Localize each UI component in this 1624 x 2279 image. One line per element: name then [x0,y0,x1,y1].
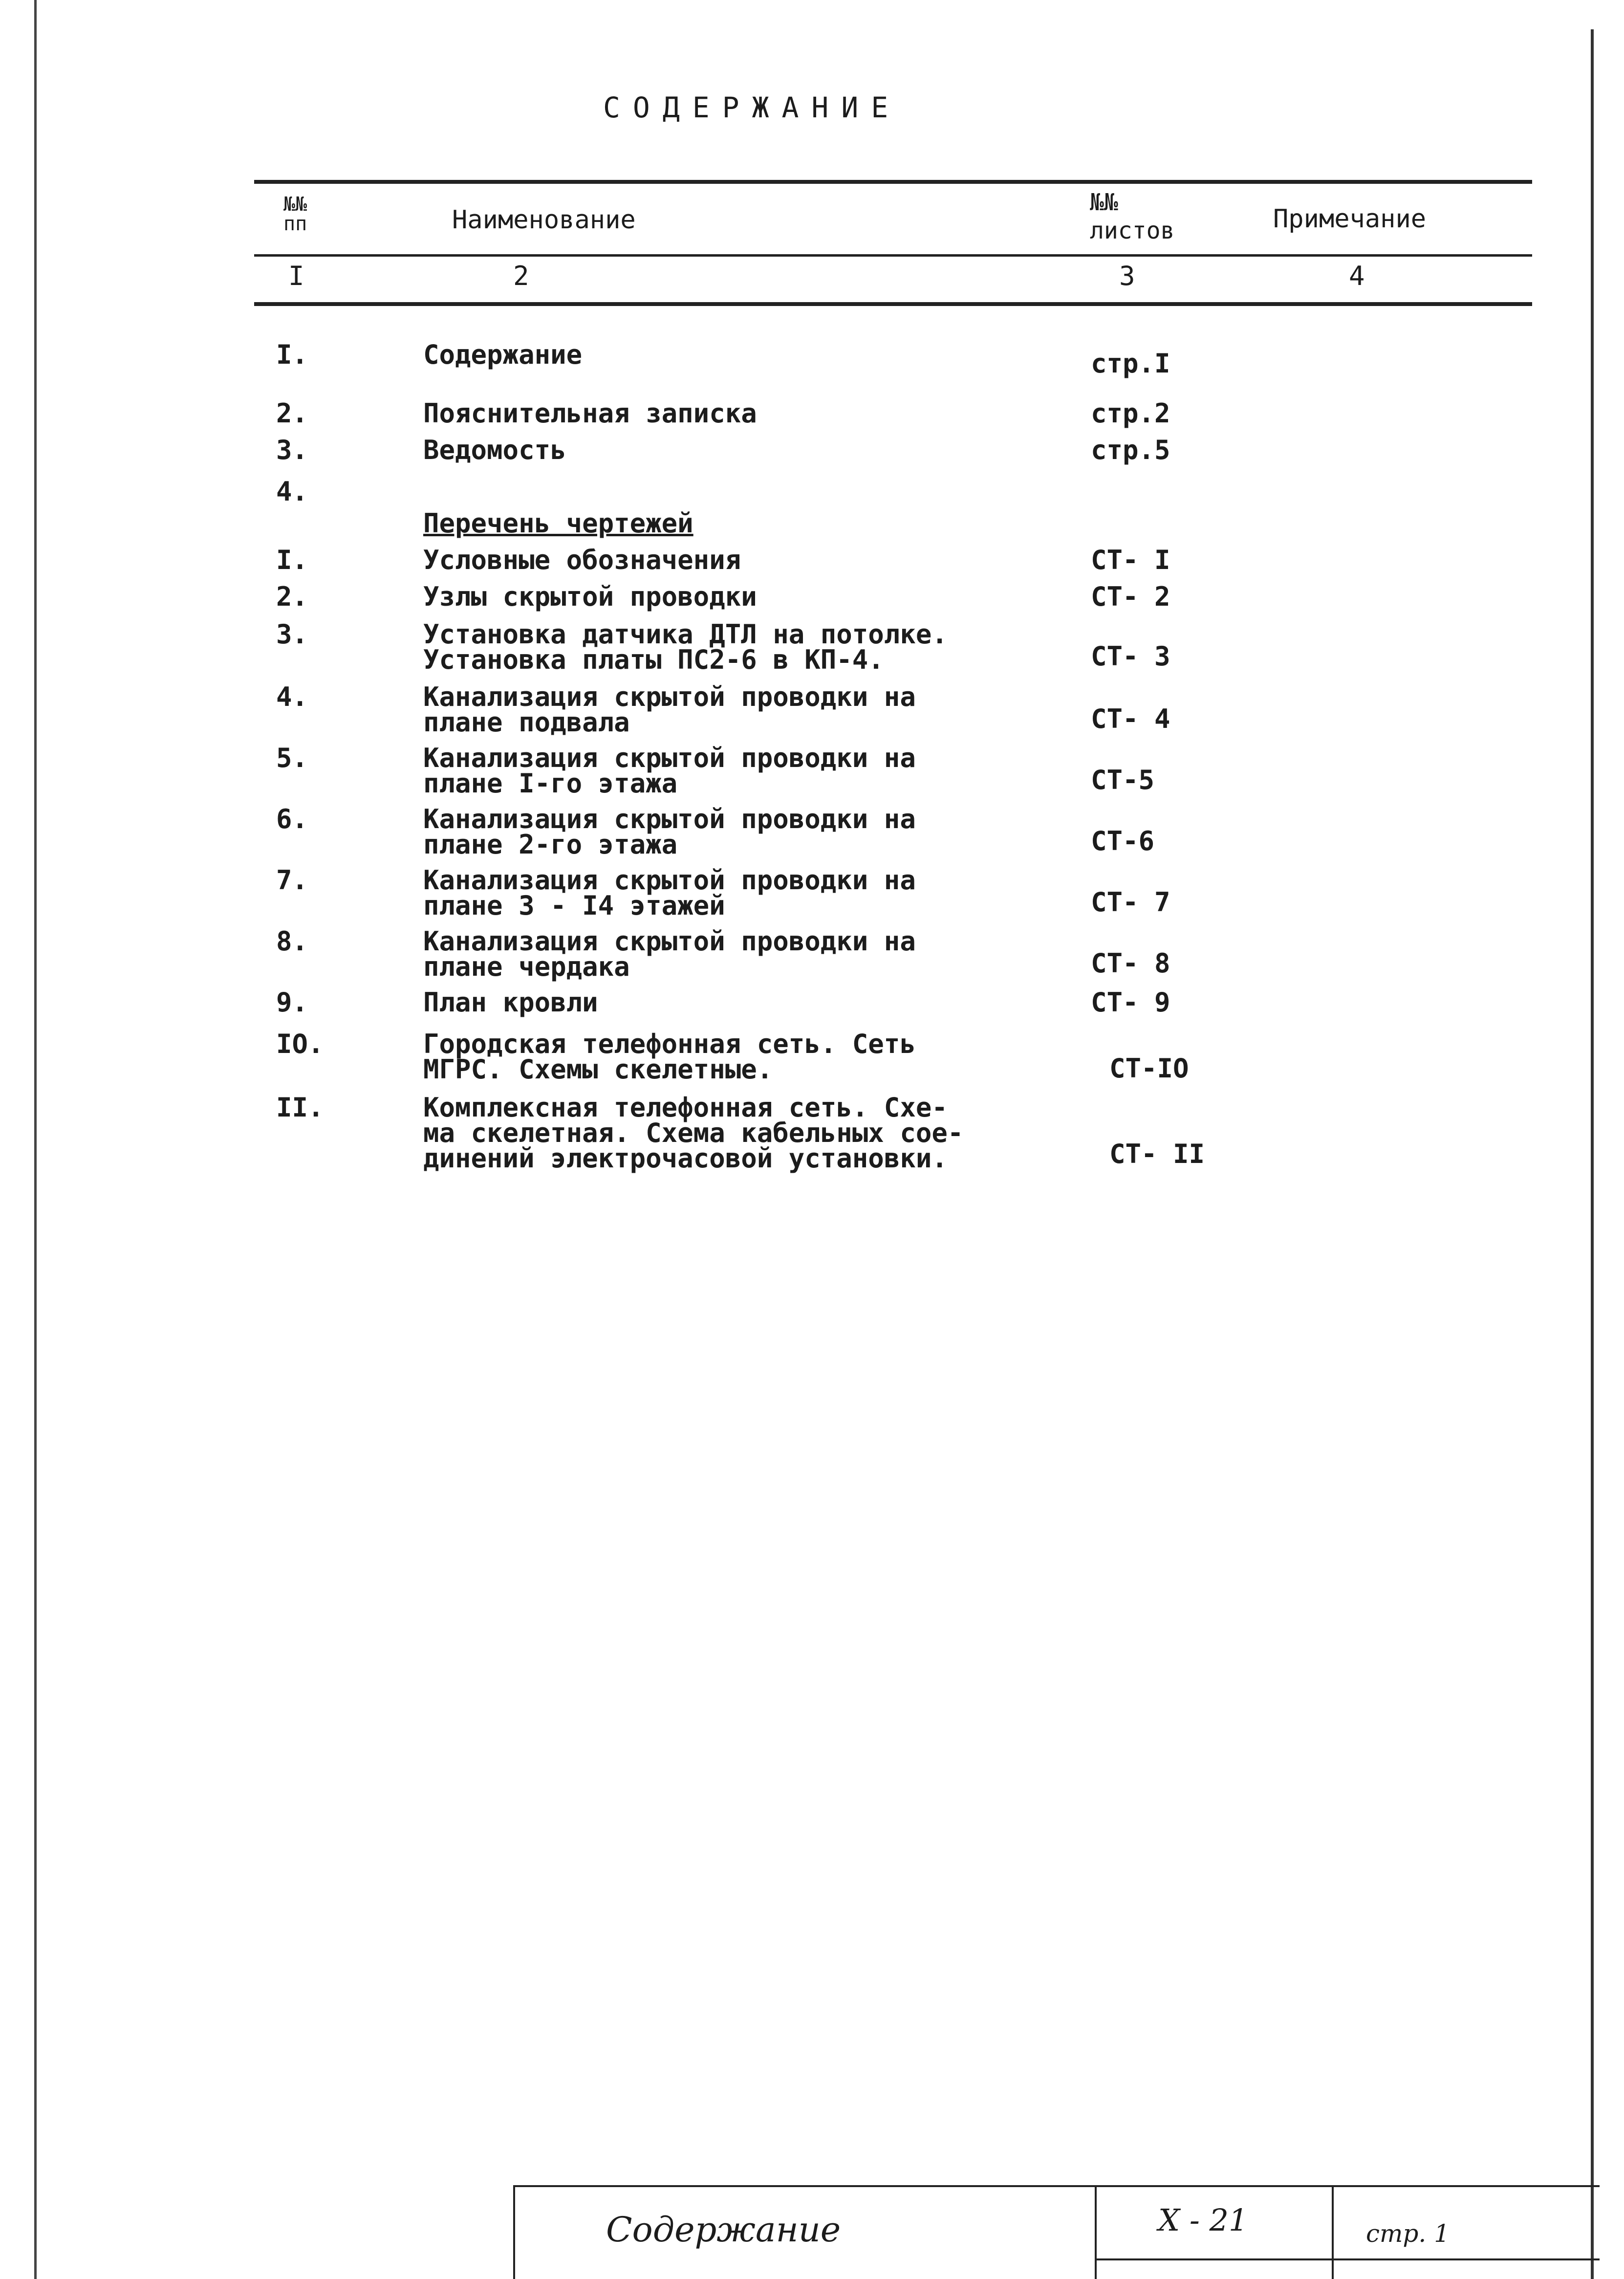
table-colnum-rule [254,302,1532,306]
row-sheet: СТ- 4 [1091,703,1170,734]
row-sheet: СТ- I [1091,545,1170,575]
right-frame-line [1591,29,1594,2279]
row-sheet: СТ- II [1109,1139,1205,1169]
row-number: 3. [276,435,308,465]
stamp-divider-1 [1095,2185,1097,2279]
stamp-divider-2 [1332,2185,1334,2279]
row-number: 8. [276,926,308,957]
stamp-page: стр. 1 [1366,2219,1450,2248]
row-sheet: СТ-5 [1091,765,1155,795]
stamp-bottom-rule [1095,2258,1600,2260]
row-name: Содержание [423,339,583,370]
table-header-rule [254,254,1532,257]
row-name: Ведомость [423,435,566,465]
row-number: I. [276,545,308,575]
row-number: 4. [276,681,308,712]
stamp-top-border [513,2185,1600,2187]
row-number: 6. [276,804,308,834]
row-sheet: СТ- 7 [1091,887,1170,918]
row-name: Канализация скрытой проводки на плане чердака [423,926,916,982]
row-sheet: СТ- 2 [1091,581,1170,612]
row-name: Узлы скрытой проводки [423,581,757,612]
column-number-1: I [288,261,304,291]
row-number: 2. [276,581,308,612]
row-number: 4. [276,476,308,507]
row-name: Комплексная телефонная сеть. Схе- ма скелетная. Схема кабельных сое- динений электрочасовой установки. [423,1092,964,1174]
row-sheet: СТ-IO [1109,1053,1189,1084]
row-name: Канализация скрытой проводки на плане 3 - I4 этажей [423,865,916,921]
row-name: Канализация скрытой проводки на плане подвала [423,681,916,738]
row-sheet: СТ- 3 [1091,641,1170,672]
row-sheet: СТ-6 [1091,826,1155,856]
header-number-label: №№ пп [283,193,307,235]
row-name: Канализация скрытой проводки на плане 2-го этажа [423,804,916,860]
column-number-2: 2 [513,261,529,291]
row-number: IO. [276,1029,324,1059]
section-heading: Перечень чертежей [423,508,693,539]
table-top-rule [254,180,1532,184]
column-number-3: 3 [1119,261,1135,291]
row-number: 2. [276,398,308,429]
stamp-title: Содержание [606,2210,841,2250]
header-number [283,195,332,234]
column-number-4: 4 [1349,261,1365,291]
row-sheet: стр.2 [1091,398,1170,429]
stamp-left-border [513,2185,515,2279]
row-sheet: стр.5 [1091,435,1170,465]
row-sheet: СТ- 9 [1091,987,1170,1018]
row-name: Пояснительная записка [423,398,757,429]
row-sheet: СТ- 8 [1091,948,1170,979]
row-number: I. [276,339,308,370]
row-name: Канализация скрытой проводки на плане I-го этажа [423,743,916,799]
header-note: Примечание [1273,204,1427,234]
row-name: Городская телефонная сеть. Сеть МГРС. Схемы скелетные. [423,1029,916,1085]
stamp-code: X - 21 [1158,2202,1248,2238]
row-number: 7. [276,865,308,896]
left-frame-line [34,0,37,2279]
row-sheet: стр.I [1091,348,1170,379]
row-number: II. [276,1092,324,1123]
header-sheets: №№ листов [1090,189,1175,244]
title-block-stamp [513,2185,1600,2279]
row-number: 3. [276,619,308,650]
row-number: 5. [276,743,308,773]
row-number: 9. [276,987,308,1018]
row-name: Установка датчика ДТЛ на потолке. Установка платы ПС2-6 в КП-4. [423,619,948,675]
row-name: Условные обозначения [423,545,741,575]
header-name: Наименование [452,205,636,235]
page-title: СОДЕРЖАНИЕ [603,91,901,124]
row-name: План кровли [423,987,598,1018]
